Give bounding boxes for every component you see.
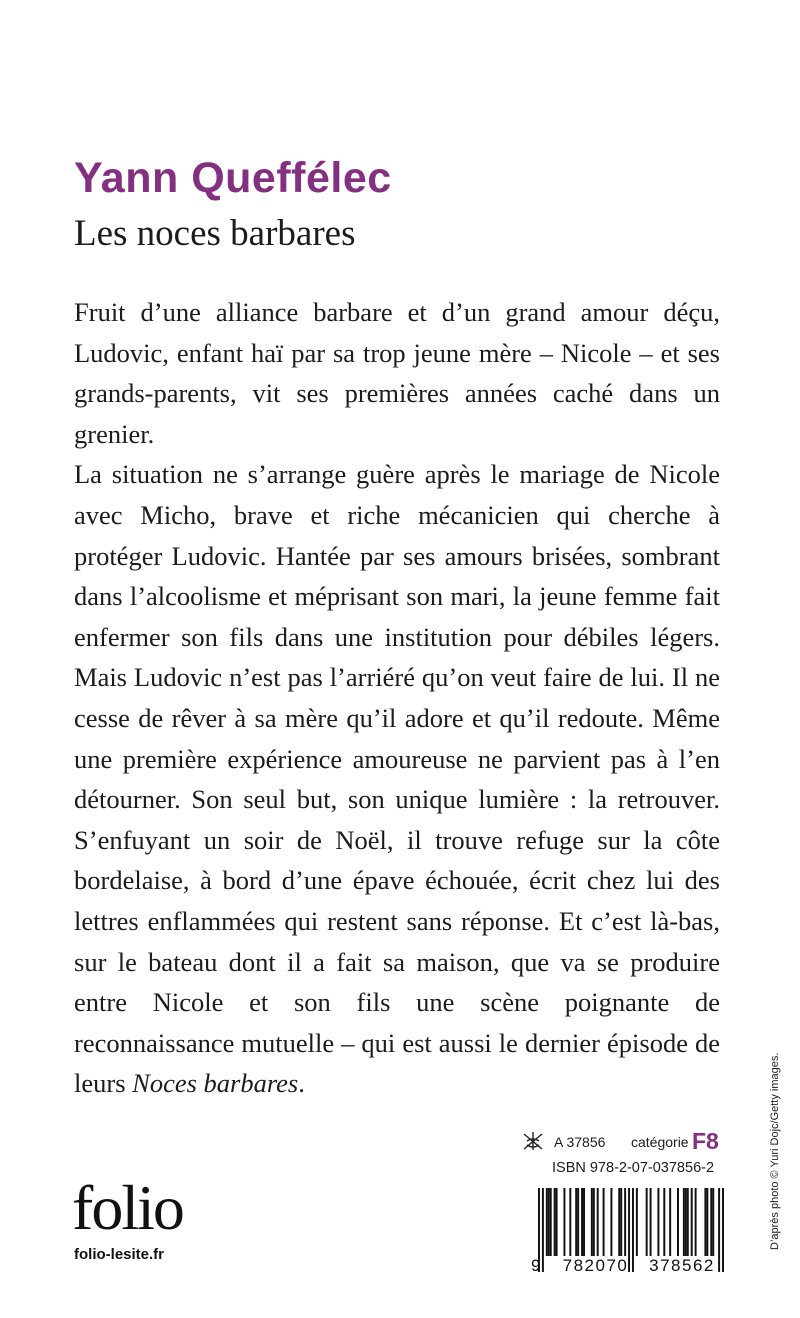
isbn: ISBN 978-2-07-037856-2 bbox=[552, 1160, 715, 1176]
barcode-bar bbox=[550, 1188, 552, 1256]
barcode-group-2: 378562 bbox=[649, 1256, 715, 1275]
blurb-final-punct: . bbox=[298, 1068, 305, 1099]
barcode-bar bbox=[575, 1188, 577, 1256]
category-label: catégorie bbox=[631, 1134, 689, 1150]
barcode-bar bbox=[581, 1188, 583, 1256]
barcode-bar bbox=[710, 1188, 712, 1256]
barcode-bar bbox=[718, 1188, 720, 1272]
barcode-bar bbox=[591, 1188, 593, 1256]
barcode-bar bbox=[546, 1188, 548, 1256]
barcode-bar bbox=[542, 1188, 544, 1272]
barcode-bar bbox=[620, 1188, 622, 1256]
barcode-bar bbox=[704, 1188, 706, 1256]
barcode-bar bbox=[650, 1188, 652, 1256]
category-code: F8 bbox=[692, 1128, 719, 1154]
barcode-bar bbox=[603, 1188, 605, 1256]
website-url: folio-lesite.fr bbox=[74, 1246, 165, 1263]
folio-mark-icon bbox=[520, 1131, 546, 1151]
barcode-bar bbox=[687, 1188, 689, 1256]
barcode-group-1: 782070 bbox=[562, 1256, 629, 1275]
barcode-bar bbox=[618, 1188, 620, 1256]
barcode-bar bbox=[691, 1188, 693, 1256]
barcode-bar bbox=[669, 1188, 671, 1256]
barcode-lead-digit: 9 bbox=[531, 1256, 541, 1275]
barcode-bar bbox=[657, 1188, 659, 1256]
barcode-bar bbox=[563, 1188, 565, 1256]
photo-credit: D’après photo © Yuri Dojc/Getty images. bbox=[769, 1052, 781, 1250]
barcode-bar bbox=[593, 1188, 595, 1256]
blurb-paragraph-2 bbox=[74, 454, 720, 1104]
barcode-bar bbox=[610, 1188, 612, 1256]
barcode-bar bbox=[706, 1188, 708, 1256]
barcode-bar bbox=[646, 1188, 648, 1256]
barcode-bar bbox=[569, 1188, 571, 1256]
blurb-italic-title: Noces barbares bbox=[132, 1068, 299, 1099]
barcode-bar bbox=[636, 1188, 638, 1256]
blurb bbox=[74, 292, 720, 1104]
author-name: Yann Queffélec bbox=[74, 154, 392, 202]
barcode-bar bbox=[683, 1188, 685, 1256]
barcode-bar bbox=[624, 1188, 626, 1256]
barcode-bar bbox=[685, 1188, 687, 1256]
barcode-bar bbox=[712, 1188, 714, 1256]
barcode-bar bbox=[583, 1188, 585, 1256]
barcode-bar bbox=[548, 1188, 550, 1256]
folio-logo: folio bbox=[72, 1172, 183, 1243]
blurb-paragraph-2-text: La situation ne s’arrange guère après le mariage de Nicole avec Micho, brave et riche mécanicien qui cherche à protéger Ludovic. Hantée par ses amours brisées, sombrant dans l’alcoolisme et méprisant son mari, la jeune femme fait enfermer son fils dans une institution pour débiles légers. Mais Ludovic n’est pas l’arriéré qu’on veut faire de lui. Il ne cesse de rêver à sa mère qu’il adore et qu’il redoute. Même une première expérience amoureuse ne parvient pas à l’en détourner. Son seul but, son unique lumière : la retrouver. S’enfuyant un soir de Noël, il trouve refuge sur la côte bordelaise, à bord d’une épave échouée, écrit chez lui des lettres enflammées qui restent sans réponse. Et c’est là-bas, sur le bateau dont il a fait sa maison, que va se produire entre Nicole et son fils une scène poignante de reconnaissance mutuelle – qui est aussi le dernier épisode de leurs bbox=[74, 459, 720, 1099]
barcode-bar bbox=[677, 1188, 679, 1256]
barcode-bar bbox=[663, 1188, 665, 1256]
barcode-bar bbox=[597, 1188, 599, 1256]
barcode-bar bbox=[577, 1188, 579, 1256]
blurb-paragraph-1: Fruit d’une alliance barbare et d’un grand amour déçu, Ludovic, enfant haï par sa trop jeune mère – Nicole – et ses grands-parents, vit ses premières années caché dans un grenier. bbox=[74, 297, 720, 449]
barcode-bar bbox=[554, 1188, 556, 1256]
barcode-bar bbox=[556, 1188, 558, 1256]
catalog-code-row bbox=[520, 1128, 720, 1158]
barcode-bar bbox=[695, 1188, 697, 1256]
catalog-code: A 37856 bbox=[554, 1134, 606, 1150]
book-title: Les noces barbares bbox=[74, 213, 356, 254]
barcode-bar bbox=[722, 1188, 724, 1272]
